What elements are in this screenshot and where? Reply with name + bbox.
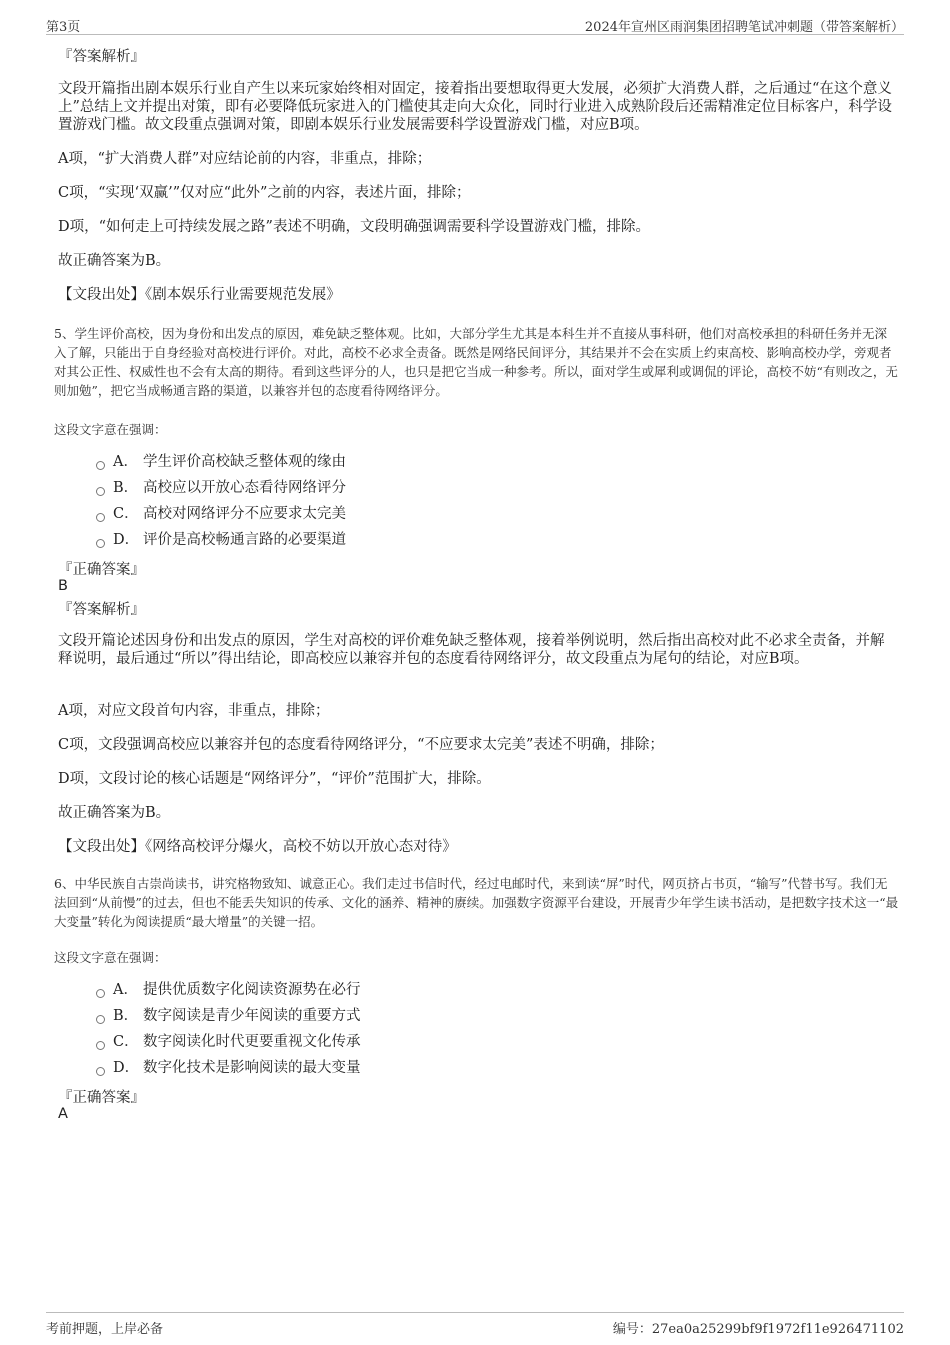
option-text: 数字阅读化时代更要重视文化传承 xyxy=(143,1034,361,1050)
radio-icon[interactable] xyxy=(96,989,105,998)
radio-icon[interactable] xyxy=(96,513,105,522)
question-5-analysis-paragraph: 文段开篇论述因身份和出发点的原因，学生对高校的评价难免缺乏整体观，接着举例说明，然后指出高校对此不必求全责备，并解释说明，最后通过“所以”得出结论，即高校应以兼容并包的态度看待网络评分，故文段重点为尾句的结论，对应B项。 xyxy=(58,633,885,667)
question-6-prompt: 这段文字意在强调： xyxy=(54,950,167,965)
question-6-stem: 6、中华民族自古崇尚读书，讲究格物致知、诚意正心。我们走过书信时代，经过电邮时代，来到读“屏”时代，网页挤占书页，“输写”代替书写。我们无法回到“从前慢”的过去，但也不能丢失知识的传承、文化的涵养、精神的赓续。加强数字资源平台建设，开展青少年学生读书活动，是把数字技术这一“最大变量”转化为阅读提质“最大增量”的关键一招。 xyxy=(54,876,899,929)
question-6-option-a[interactable] xyxy=(96,980,361,1000)
question-5-prompt: 这段文字意在强调： xyxy=(54,422,167,437)
question-5-analysis-option-a: A项，对应文段首句内容，非重点，排除； xyxy=(58,703,330,719)
analysis-paragraph: 文段开篇指出剧本娱乐行业自产生以来玩家始终相对固定，接着指出要想取得更大发展，必须扩大消费人群，之后通过“在这个意义上”总结上文并提出对策，即有必要降低玩家进入的门槛使其走向大众化，同时行业进入成熟阶段后还需精准定位目标客户，科学设置游戏门槛。故文段重点强调对策，即剧本娱乐行业发展需要科学设置游戏门槛，对应B项。 xyxy=(58,81,892,133)
page-footer xyxy=(46,1312,904,1337)
analysis-option-c: C项，“实现‘双赢’”仅对应“此外”之前的内容，表述片面，排除； xyxy=(58,185,471,201)
document-id: 编号：27ea0a25299bf9f1972f11e926471102 xyxy=(612,1322,904,1337)
option-text: 提供优质数字化阅读资源势在必行 xyxy=(143,982,361,998)
question-5-stem: 5、学生评价高校，因为身份和出发点的原因，难免缺乏整体观。比如，大部分学生尤其是本科生并不直接从事科研，他们对高校承担的科研任务并无深入了解，只能出于自身经验对高校进行评价。对此，高校不必求全责备。既然是网络民间评分，其结果并不会在实质上约束高校、影响高校办学，旁观者对其公正性、权威性也不会有太高的期待。看到这些评分的人，也只是把它当成一种参考。所以，面对学生或犀利或调侃的评论，高校不妨“有则改之，无则加勉”，把它当成畅通言路的渠道，以兼容并包的态度看待网络评分。 xyxy=(54,326,898,398)
question-6-option-b[interactable] xyxy=(96,1006,361,1026)
radio-icon[interactable] xyxy=(96,1041,105,1050)
question-6-option-c[interactable] xyxy=(96,1032,361,1052)
question-5-option-c[interactable] xyxy=(96,504,346,524)
option-text: 高校对网络评分不应要求太完美 xyxy=(143,506,346,522)
question-5-option-a[interactable] xyxy=(96,452,346,472)
option-letter: C． xyxy=(113,1034,139,1050)
question-5-option-d[interactable] xyxy=(96,530,346,550)
option-text: 评价是高校畅通言路的必要渠道 xyxy=(143,532,346,548)
question-5-option-b[interactable] xyxy=(96,478,346,498)
question-5-answer-heading: 『正确答案』 xyxy=(58,562,145,578)
radio-icon[interactable] xyxy=(96,1067,105,1076)
question-6-answer: A xyxy=(58,1106,68,1122)
question-5-source: 【文段出处】《网络高校评分爆火，高校不妨以开放心态对待》 xyxy=(58,839,457,855)
page-number: 第3页 xyxy=(46,20,81,35)
option-text: 数字阅读是青少年阅读的重要方式 xyxy=(143,1008,361,1024)
question-6-answer-heading: 『正确答案』 xyxy=(58,1090,145,1106)
radio-icon[interactable] xyxy=(96,487,105,496)
page-header xyxy=(46,14,904,35)
option-text: 高校应以开放心态看待网络评分 xyxy=(143,480,346,496)
document-title: 2024年宣州区雨润集团招聘笔试冲刺题（带答案解析） xyxy=(584,20,904,35)
option-letter: A． xyxy=(113,454,138,470)
option-letter: C． xyxy=(113,506,139,522)
question-5-analysis-heading: 『答案解析』 xyxy=(58,602,145,618)
radio-icon[interactable] xyxy=(96,1015,105,1024)
question-5-analysis-option-c: C项，文段强调高校应以兼容并包的态度看待网络评分，“不应要求太完美”表述不明确，排除； xyxy=(58,737,664,753)
option-letter: D． xyxy=(113,1060,140,1076)
option-text: 学生评价高校缺乏整体观的缘由 xyxy=(143,454,346,470)
option-letter: A． xyxy=(113,982,138,998)
option-text: 数字化技术是影响阅读的最大变量 xyxy=(143,1060,361,1076)
radio-icon[interactable] xyxy=(96,539,105,548)
analysis-conclusion: 故正确答案为B。 xyxy=(58,253,171,269)
question-5-answer: B xyxy=(58,578,68,594)
analysis-heading: 『答案解析』 xyxy=(58,49,145,65)
question-5-analysis-option-d: D项，文段讨论的核心话题是“网络评分”，“评价”范围扩大，排除。 xyxy=(58,771,491,787)
option-letter: D． xyxy=(113,532,140,548)
option-letter: B． xyxy=(113,480,139,496)
analysis-option-d: D项，“如何走上可持续发展之路”表述不明确，文段明确强调需要科学设置游戏门槛，排除。 xyxy=(58,219,650,235)
question-5-analysis-conclusion: 故正确答案为B。 xyxy=(58,805,171,821)
analysis-source: 【文段出处】《剧本娱乐行业需要规范发展》 xyxy=(58,287,341,303)
analysis-option-a: A项，“扩大消费人群”对应结论前的内容，非重点，排除； xyxy=(58,151,432,167)
option-letter: B． xyxy=(113,1008,139,1024)
radio-icon[interactable] xyxy=(96,461,105,470)
footer-slogan: 考前押题，上岸必备 xyxy=(46,1322,164,1337)
question-6-option-d[interactable] xyxy=(96,1058,361,1078)
